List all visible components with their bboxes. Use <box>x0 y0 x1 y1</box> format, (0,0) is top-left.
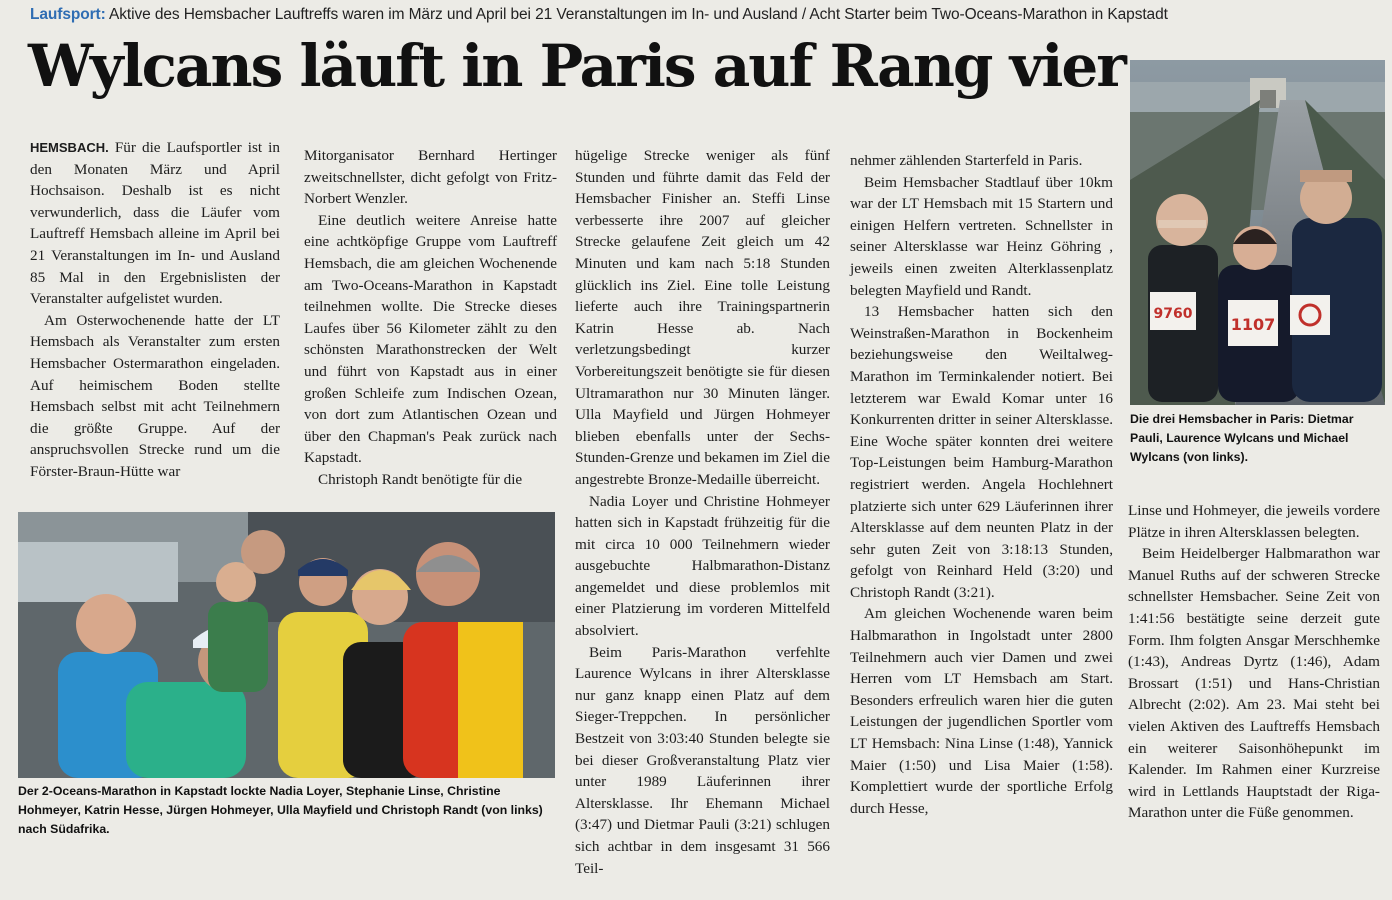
column-2 <box>304 145 557 488</box>
kicker-label: Laufsport: <box>30 6 106 23</box>
column-3 <box>575 145 830 877</box>
col1-p1-text: Für die Laufsportler ist in den Monaten März und April Hochsaison. Deshalb ist es nicht verwunderlich, dass die Läufer vom Lauftreff Hemsbach alleine im April bei 21 Veranstaltungen im In- und Ausland 85 Mal in den Ergebnislisten der Veranstalter aufgelistet wurden. <box>30 139 280 308</box>
col5-paragraph-2: Beim Heidelberger Halbmarathon war Manuel Ruths auf der schweren Strecke schnellster Hemsbacher. Seine Zeit von 1:41:56 bestätigte seine derzeit gute Form. Ihm folgten Ansgar Merschhemke (1:43), Andreas Dyrtz (1:46), Adam Brossart (1:51) und Hans-Christian Albrecht (2:02). Am 23. Mai steht bei vielen Aktiven des Lauftreffs Hemsbach ein weiterer Saisonhöhepunkt im Kalender. Im Rahmen einer Kurzreise wird in Lettlands Hauptstadt der Riga-Marathon unter die Füße genommen. <box>1128 545 1380 822</box>
kapstadt-photo-caption: Der 2-Oceans-Marathon in Kapstadt lockte Nadia Loyer, Stephanie Linse, Christine Hohmeyer, Katrin Hesse, Jürgen Hohmeyer, Ulla Mayfield und Christoph Randt (von links) nach Südafrika. <box>18 784 543 836</box>
paris-photo-image <box>1130 60 1385 402</box>
col2-paragraph-3: Christoph Randt benötigte für die <box>318 470 523 488</box>
column-1 <box>30 137 280 480</box>
col1-paragraph-1 <box>30 137 280 310</box>
bib-number-2: 1107 <box>1230 315 1276 334</box>
col4-paragraph-1: nehmer zählenden Starterfeld in Paris. <box>850 152 1083 169</box>
col4-paragraph-2: Beim Hemsbacher Stadtlauf über 10km war der LT Hemsbach mit 15 Startern und einigen Helfern vertreten. Schnellster in seiner Altersklasse war Heinz Göhring , jeweils einen zweiten Alterklassenplatz belegten Mayfield und Randt. <box>850 173 1113 299</box>
kapstadt-photo-image <box>18 512 555 778</box>
paris-photo <box>1130 60 1385 402</box>
col4-paragraph-3: 13 Hemsbacher hatten sich den Weinstraßen-Marathon in Bockenheim beziehungsweise den Weiltalweg-Marathon im Terminkalender notiert. Bei letzterem war Ewald Komar unter 16 Konkurrenten dritter in seiner Altersklasse. Eine Woche später konnten drei weitere Top-Leistungen beim Hamburg-Marathon registriert werden. Angela Hochlehnert platzierte sich unter 629 Läuferinnen ihrer Altersklasse auf dem neunten Platz in der sehr guten Zeit von 3:18:13 Stunden, gefolgt von Reinhard Held (3:20) und Christoph Randt (3:21). <box>850 303 1113 601</box>
col3-paragraph-1: hügelige Strecke weniger als fünf Stunden und führte damit das Feld der Hemsbacher Finisher an. Steffi Linse verbesserte ihre 2007 auf gleicher Strecke gelaufene Zeit gleich um 42 Minuten und kam nach 5:18 Stunden glücklich ins Ziel. Eine tolle Leistung lieferte auch ihre Trainingspartnerin Katrin Hesse ab. Nach verletzungsbedingt kurzer Vorbereitungszeit benötigte sie für diesen Ultramarathon nur 30 Minuten länger. Ulla Mayfield und Jürgen Hohmeyer blieben ebenfalls unter der Sechs-Stunden-Grenze und bekamen im Ziel die angestrebte Bronze-Medaille überreicht. <box>575 147 830 488</box>
dateline: HEMSBACH. <box>30 140 109 155</box>
col2-paragraph-2: Eine deutlich weitere Anreise hatte eine achtköpfige Gruppe vom Lauftreff Hemsbach, die am gleichen Wochenende am Two-Oceans-Marathon in Kapstadt teilnehmen wollte. Die Strecke dieses Laufes über 56 Kilometer zählt zu den schönsten Marathonstrecken der Welt und führt von Kapstadt aus in einer großen Schleife zum Indischen Ozean, von dort zum Atlantischen Ozean und über den Chapman's Peak zurück nach Kapstadt. <box>304 211 557 467</box>
col3-paragraph-2: Nadia Loyer und Christine Hohmeyer hatten sich in Kapstadt frühzeitig für die mit circa 10 000 Teilnehmern wieder ausgebuchte Halbmarathon-Distanz angemeldet und diese problemlos mit einer Platzierung im vorderen Mittelfeld absolviert. <box>575 492 830 640</box>
headline: Wylcans läuft in Paris auf Rang vier <box>28 32 1125 100</box>
col1-paragraph-2: Am Osterwochenende hatte der LT Hemsbach als Veranstalter zum ersten Hemsbacher Ostermarathon eingeladen. Auf heimischem Boden stellte Hemsbach selbst mit acht Teilnehmern die größte Gruppe. Auf der anspruchsvollen Strecke rund um die Förster-Braun-Hütte war <box>30 311 280 480</box>
column-4 <box>850 150 1113 868</box>
col2-paragraph-1: Mitorganisator Bernhard Hertinger zweitschnellster, dicht gefolgt von Fritz-Norbert Wenzler. <box>304 147 557 208</box>
kapstadt-photo <box>18 512 555 778</box>
col5-paragraph-1: Linse und Hohmeyer, die jeweils vordere Plätze in ihren Altersklassen belegten. <box>1128 502 1380 541</box>
bib-number-1: 9760 <box>1153 306 1193 322</box>
paris-photo-caption: Die drei Hemsbacher in Paris: Dietmar Pauli, Laurence Wylcans und Michael Wylcans (von links). <box>1130 412 1354 464</box>
article-kicker <box>30 6 1380 24</box>
col3-paragraph-3: Beim Paris-Marathon verfehlte Laurence Wylcans in ihrer Altersklasse nur ganz knapp einen Platz auf dem Sieger-Treppchen. In persönlicher Bestzeit von 3:03:40 Stunden belegte sie bei dieser Großveranstaltung Platz vier unter 1989 Läuferinnen ihrer Altersklasse. Ihr Ehemann Michael (3:47) und Dietmar Pauli (3:21) schlugen sich achtbar in dem insgesamt 31 566 Teil- <box>575 643 830 877</box>
col4-paragraph-4: Am gleichen Wochenende waren beim Halbmarathon in Ingolstadt unter 2800 Teilnehmern auch vier Damen und zwei Herren vom LT Hemsbach am Start. Besonders erfreulich waren hier die guten Leistungen der jugendlichen Sportler vom LT Hemsbach: Nina Linse (1:48), Yannick Maier (1:50) und Lisa Maier (1:58). Komplettiert wurde der sportliche Erfolg durch Hesse, <box>850 605 1113 817</box>
column-5 <box>1128 500 1380 860</box>
kicker-text: Aktive des Hemsbacher Lauftreffs waren im März und April bei 21 Veranstaltungen im In- und Ausland / Acht Starter beim Two-Oceans-Marathon in Kapstadt <box>109 6 1168 23</box>
